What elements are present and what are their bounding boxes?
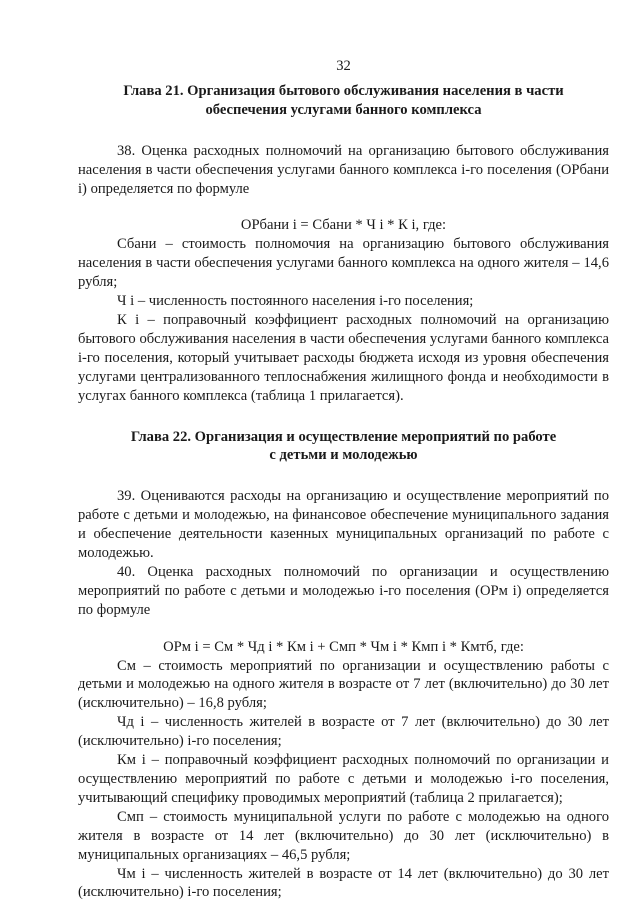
chapter-21-title-line-2: обеспечения услугами банного комплекса — [205, 101, 482, 118]
definition-sm: См – стоимость мероприятий по организации и осуществлению работы с детьми и молодежью на одного жителя в возрасте от 7 лет (включительно) до 30 лет (исключительно) – 16,8 рубля; — [78, 657, 609, 712]
chapter-22-title-line-2: с детьми и молодежью — [269, 447, 418, 464]
definition-km-i: Км i – поправочный коэффициент расходных полномочий по организации и осуществлению мероприятий по работе с детьми и молодежью i-го поселения, учитывающий специфику проводимых мероприятий (таблица 2 прилагается); — [78, 752, 609, 806]
definition-ch-i: Ч i – численность постоянного населения i-го поселения; — [117, 293, 474, 310]
chapter-21-heading — [78, 82, 609, 120]
definition-smp: Смп – стоимость муниципальной услуги по работе с молодежью на одного жителя в возрасте от 14 лет (включительно) до 30 лет (исключительно) в муниципальных организациях – 46,5 рубля; — [78, 808, 609, 863]
formula-or-m: ОРм i = См * Чд i * Км i + Смп * Чм i * Кмп i * Кмтб, где: — [163, 638, 524, 655]
paragraph-38: 38. Оценка расходных полномочий на организацию бытового обслуживания населения в части обеспечения услугами банного комплекса i-го поселения (ОРбани i) определяется по формуле — [78, 142, 609, 197]
chapter-21-title-line-1: Глава 21. Организация бытового обслуживания населения в части — [123, 82, 564, 99]
paragraph-39: 39. Оцениваются расходы на организацию и осуществление мероприятий по работе с детьми и молодежью, на финансовое обеспечение муниципального задания и обеспечение деятельности казенных муниципальных организаций по работе с молодежью. — [78, 488, 609, 562]
chapter-22-heading — [78, 428, 609, 466]
definition-chd-i: Чд i – численность жителей в возрасте от 7 лет (включительно) до 30 лет (исключительно) i-го поселения; — [78, 714, 609, 750]
paragraph-40: 40. Оценка расходных полномочий по организации и осуществлению мероприятий по работе с детьми и молодежью i-го поселения (ОРм i) определяется по формуле — [78, 563, 609, 618]
formula-or-bani: ОРбани i = Сбани * Ч i * К i, где: — [240, 217, 447, 234]
page-number: 32 — [336, 58, 351, 74]
definition-chm-i: Чм i – численность жителей в возрасте от 14 лет (включительно) до 30 лет (исключительно) i-го поселения; — [78, 865, 609, 901]
chapter-22-title-line-1: Глава 22. Организация и осуществление мероприятий по работе — [130, 428, 557, 445]
definition-sbani: Сбани – стоимость полномочия на организацию бытового обслуживания населения в части обеспечения услугами банного комплекса на одного жителя – 14,6 рубля; — [78, 236, 609, 291]
definition-k-i: К i – поправочный коэффициент расходных полномочий на организацию бытового обслуживания населения в части обеспечения услугами банного комплекса i-го поселения, который учитывает расходы бюджета исходя из уровня обеспечения услугами централизованного теплоснабжения жилищного фонда и необходимости в услугах банного комплекса (таблица 1 прилагается). — [78, 311, 609, 404]
